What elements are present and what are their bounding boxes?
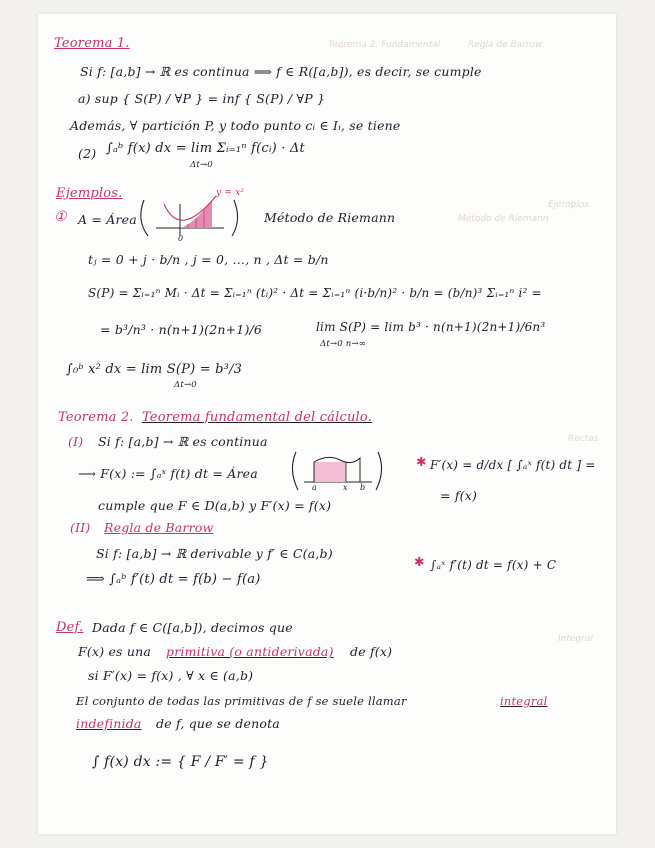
part-ii-label: (II) — [70, 520, 91, 535]
part-i-conclusion: cumple que F ∈ D(a,b) y F′(x) = f(x) — [98, 498, 332, 513]
limit-subscript: Δt→0 — [190, 160, 213, 170]
plot-label-x: x — [343, 483, 348, 492]
ejemplos-title: Ejemplos. — [56, 186, 123, 201]
ghost-text: Integral — [558, 634, 593, 644]
teorema2-title: Teorema 2. — [58, 410, 134, 425]
derivative-equation: F′(x) = d/dx [ ∫ₐˣ f(t) dt ] = — [430, 458, 596, 472]
antiderivative-note: ∫ₐˣ f′(t) dt = f(x) + C — [430, 558, 557, 572]
barrow-formula: ⟹ ∫ₐᵇ f′(t) dt = f(b) − f(a) — [86, 572, 261, 587]
part-ii-statement: Si f: [a,b] → ℝ derivable y f′ ∈ C(a,b) — [96, 546, 333, 561]
notebook-page — [38, 14, 616, 834]
teorema1-statement: Si f: [a,b] → ℝ es continua ⟹ f ∈ R([a,b]), es decir, se cumple — [80, 64, 482, 79]
ghost-text: Teorema 2. Fundamental — [328, 40, 441, 50]
ghost-text: Rectas — [568, 434, 599, 444]
example-number: ① — [54, 209, 67, 225]
def-indefinida-term: indefinida — [76, 716, 142, 731]
part-ii-title: Regla de Barrow — [104, 520, 214, 535]
area-label: A = Área — [78, 212, 137, 227]
riemann-sum-formula: ∫ₐᵇ f(x) dx = lim Σᵢ₌₁ⁿ f(cᵢ) · Δt — [106, 141, 305, 156]
part-i-statement: Si f: [a,b] → ℝ es continua — [98, 434, 268, 449]
area-function-sketch — [292, 448, 384, 494]
derivative-result: = f(x) — [440, 488, 478, 503]
teorema1-ademas: Además, ∀ partición P, y todo punto cᵢ ∈ Iᵢ, se tiene — [70, 118, 401, 133]
def-line2-end: de f(x) — [350, 644, 393, 659]
plot-label-b: b — [360, 483, 366, 492]
method-label: Método de Riemann — [264, 210, 396, 225]
integral-result: ∫₀ᵇ x² dx = lim S(P) = b³/3 — [66, 362, 243, 377]
star-icon: ✱ — [416, 454, 427, 469]
limit-upper-sum: lim S(P) = lim b³ · n(n+1)(2n+1)/6n³ — [316, 320, 546, 334]
indefinite-integral-def: ∫ f(x) dx := { F / F′ = f } — [92, 754, 269, 770]
ghost-text: Ejemplos — [548, 200, 589, 210]
limit-subscripts: Δt→0 n→∞ — [320, 339, 367, 349]
def-line4: El conjunto de todas las primitivas de f se suele llamar — [76, 694, 407, 708]
upper-sum-line: S(P) = Σᵢ₌₁ⁿ Mᵢ · Δt = Σᵢ₌₁ⁿ (tᵢ)² · Δt = Σᵢ₌₁ⁿ (i·b/n)² · b/n = (b/n)³ Σᵢ₌₁ⁿ i² = — [88, 286, 542, 300]
teorema1-item-2-label: (2) — [78, 146, 97, 161]
def-line2-start: F(x) es una — [78, 644, 151, 659]
def-label: Def. — [56, 620, 84, 635]
part-i-label: (I) — [68, 434, 84, 449]
def-line3: si F′(x) = f(x) , ∀ x ∈ (a,b) — [88, 668, 254, 683]
teorema1-title: Teorema 1. — [54, 36, 130, 51]
partition-line: tⱼ = 0 + j · b/n , j = 0, …, n , Δt = b/n — [88, 252, 329, 267]
ghost-text: Método de Riemann — [458, 214, 549, 224]
teorema1-item-a: a) sup { S(P) / ∀P } = inf { S(P) / ∀P } — [78, 91, 326, 106]
curve-label: y = x² — [216, 188, 245, 198]
def-integral-term: integral — [500, 694, 548, 708]
def-line1: Dada f ∈ C([a,b]), decimos que — [92, 620, 293, 635]
def-line5: de f, que se denota — [156, 716, 280, 731]
plot-label-a: a — [312, 483, 317, 492]
teorema2-subtitle: Teorema fundamental del cálculo. — [142, 410, 373, 425]
ghost-text: Regla de Barrow — [468, 40, 543, 50]
axis-zero: 0 — [178, 234, 184, 243]
f-definition: ⟶ F(x) := ∫ₐˣ f(t) dt = Área — [78, 466, 258, 481]
def-primitive-term: primitiva (o antiderivada) — [166, 644, 334, 659]
star-icon: ✱ — [414, 554, 425, 569]
upper-sum-result: = b³/n³ · n(n+1)(2n+1)/6 — [100, 322, 263, 337]
limit-subscript: Δt→0 — [174, 380, 197, 390]
